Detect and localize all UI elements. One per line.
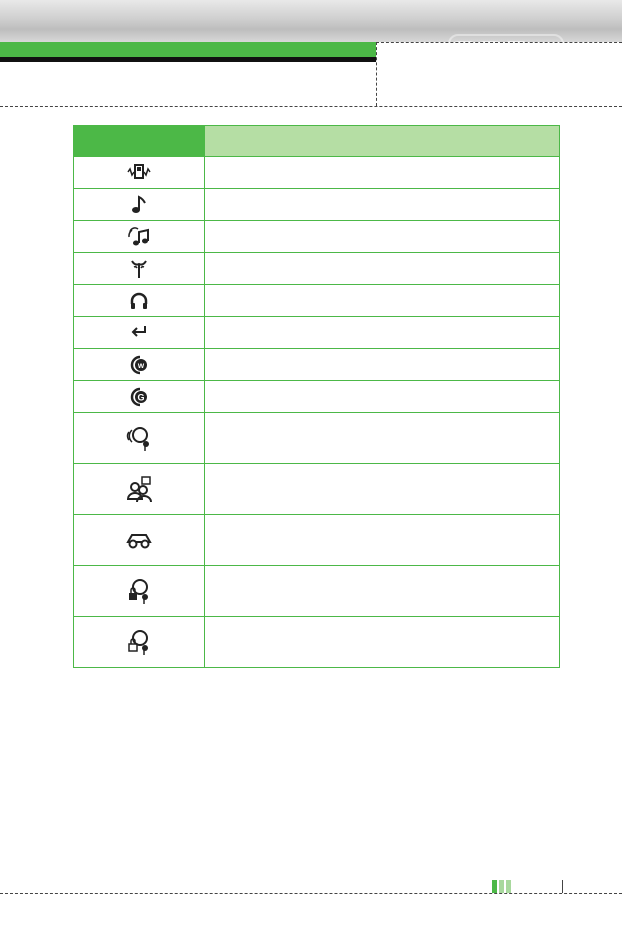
table-row (74, 253, 560, 285)
return-arrow-icon (129, 324, 149, 340)
row-description (205, 157, 560, 189)
row-description (205, 566, 560, 617)
footer-dashed-line (0, 893, 622, 894)
car-icon (125, 531, 153, 549)
header-dashed-divider (376, 42, 377, 106)
header-green-bar (0, 42, 376, 57)
row-description (205, 349, 560, 381)
headset-icon (129, 291, 149, 311)
profile-lock-alt-icon (126, 628, 152, 656)
svg-text:G: G (137, 392, 145, 402)
voice-bubble-icon (126, 424, 152, 452)
icon-column-header (74, 126, 205, 157)
table-row (74, 349, 560, 381)
g-service-icon (128, 387, 150, 407)
table-row (74, 317, 560, 349)
row-description (205, 285, 560, 317)
table-row (74, 515, 560, 566)
row-description (205, 189, 560, 221)
row-description (205, 317, 560, 349)
brand-logo-watermark (448, 34, 564, 64)
table-row (74, 566, 560, 617)
icon-table (73, 125, 560, 668)
header-dashed-line (376, 42, 622, 43)
profile-lock-icon (126, 577, 152, 605)
row-description (205, 381, 560, 413)
row-description (205, 617, 560, 668)
group-people-icon (125, 475, 153, 503)
row-description (205, 413, 560, 464)
footer-tick (562, 880, 563, 893)
table-row (74, 189, 560, 221)
ring-and-music-icon (127, 226, 151, 248)
table-row (74, 157, 560, 189)
table-row (74, 464, 560, 515)
page-marker (492, 880, 522, 893)
table-row (74, 221, 560, 253)
row-description (205, 464, 560, 515)
table-row (74, 413, 560, 464)
row-description (205, 515, 560, 566)
svg-text:w: w (137, 360, 145, 370)
w-service-icon (128, 355, 150, 375)
vibrate-icon (126, 163, 152, 183)
table-row (74, 285, 560, 317)
row-description (205, 253, 560, 285)
row-description (205, 221, 560, 253)
table-row (74, 617, 560, 668)
antenna-icon (128, 258, 150, 280)
header-black-rule (0, 57, 376, 62)
description-column-header (205, 126, 560, 157)
table-header-row (74, 126, 560, 157)
music-note-icon (129, 195, 149, 215)
table-row (74, 381, 560, 413)
header-bottom-dashed-line (0, 106, 622, 107)
